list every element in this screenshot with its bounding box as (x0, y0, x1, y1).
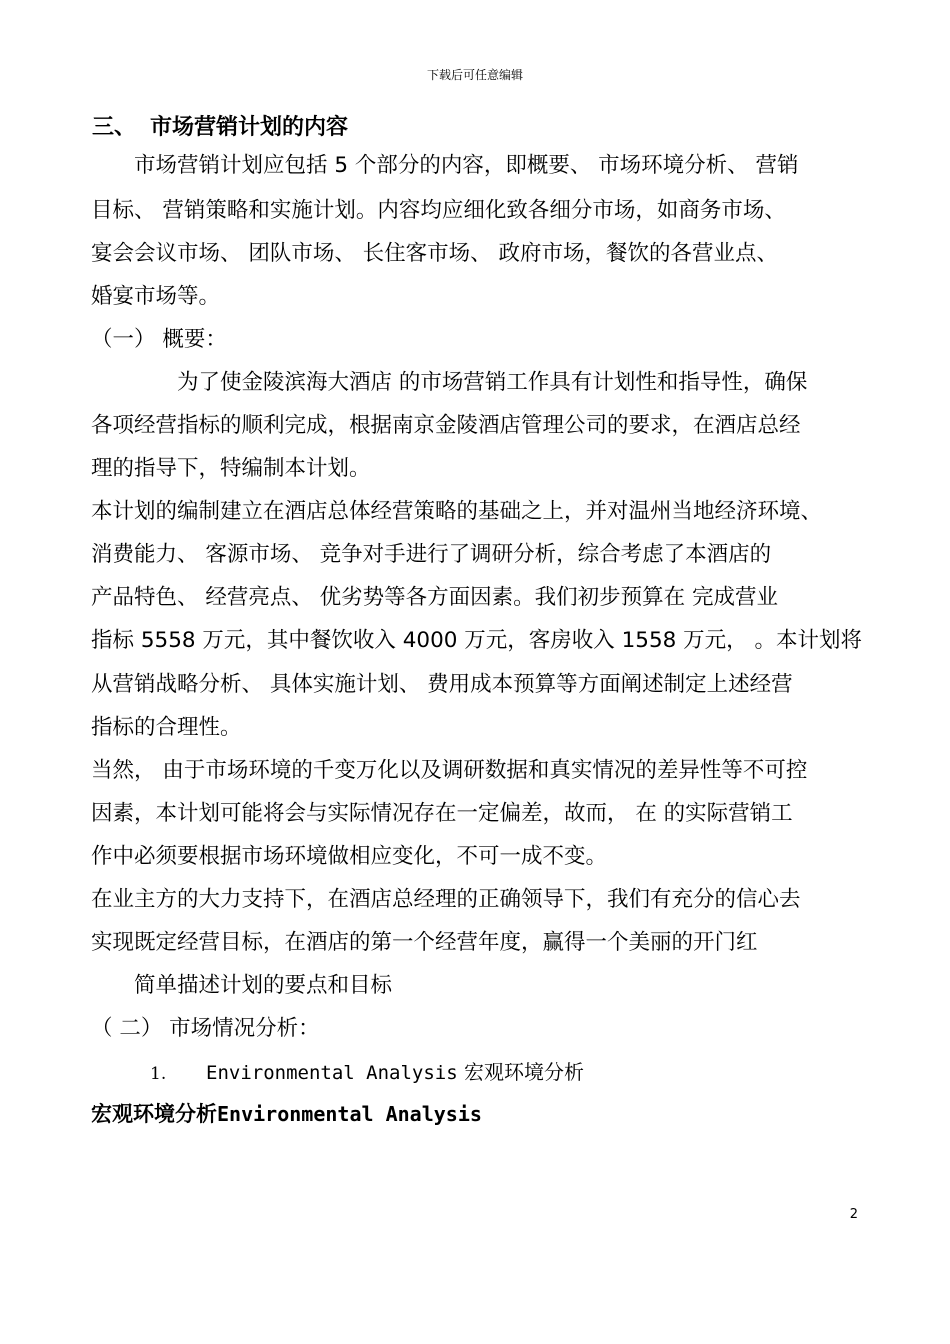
subsection-heading: （一） 概要： (91, 327, 227, 352)
paragraph-line: 实现既定经营目标，在酒店的第一个经营年度，赢得一个美丽的开门红 (91, 930, 758, 955)
paragraph-line: 因素，本计划可能将会与实际情况存在一定偏差，故而， 在 的实际营销工 (91, 801, 793, 826)
paragraph-line: 指标 5558 万元，其中餐饮收入 4000 万元，客房收入 1558 万元， 。本计划将 (91, 628, 862, 653)
paragraph-line: 市场营销计划应包括 5 个部分的内容，即概要、 市场环境分析、 营销 (91, 153, 799, 178)
paragraph-line: 从营销战略分析、 具体实施计划、 费用成本预算等方面阐述制定上述经营 (91, 672, 793, 697)
paragraph-line: 理的指导下，特编制本计划。 (91, 456, 371, 481)
subsection-heading: （ 二） 市场情况分析： (91, 1016, 320, 1041)
paragraph-line: 作中必须要根据市场环境做相应变化，不可一成不变。 (91, 844, 608, 869)
paragraph-line: 指标的合理性。 (91, 715, 242, 740)
page-header: 下载后可任意编辑 (426, 68, 523, 82)
paragraph-line: 本计划的编制建立在酒店总体经营策略的基础之上，并对温州当地经济环境、 (91, 499, 823, 524)
paragraph-line: 在业主方的大力支持下，在酒店总经理的正确领导下，我们有充分的信心去 (91, 887, 801, 912)
section-title (92, 110, 348, 141)
paragraph-line: 各项经营指标的顺利完成，根据南京金陵酒店管理公司的要求，在酒店总经 (91, 413, 801, 438)
paragraph-line: 目标、 营销策略和实施计划。内容均应细化致各细分市场，如商务市场、 (91, 198, 786, 223)
list-item-english: Environmental Analysis (206, 1062, 458, 1084)
paragraph-line: 简单描述计划的要点和目标 (91, 973, 393, 998)
paragraph-line: 消费能力、 客源市场、 竞争对手进行了调研分析，综合考虑了本酒店的 (91, 542, 772, 567)
bold-heading-english: Environmental Analysis (217, 1102, 482, 1126)
bold-heading-chinese: 宏观环境分析 (91, 1102, 217, 1126)
section-title-text: 市场营销计划的内容 (150, 115, 349, 140)
list-item-chinese: 宏观环境分析 (457, 1060, 585, 1084)
page-number: 2 (849, 1207, 858, 1222)
list-item (150, 1057, 584, 1089)
paragraph-line: 当然， 由于市场环境的千变万化以及调研数据和真实情况的差异性等不可控 (91, 758, 808, 783)
paragraph-line: 宴会会议市场、 团队市场、 长住客市场、 政府市场，餐饮的各营业点、 (91, 241, 779, 266)
paragraph-line: 为了使金陵滨海大酒店 的市场营销工作具有计划性和指导性，确保 (91, 370, 808, 395)
paragraph-line: 婚宴市场等。 (91, 284, 221, 309)
bold-heading (91, 1099, 482, 1129)
paragraph-line: 产品特色、 经营亮点、 优劣势等各方面因素。我们初步预算在 完成营业 (91, 585, 779, 610)
list-item-number: 1. (150, 1064, 167, 1084)
section-number: 三、 (92, 115, 137, 140)
